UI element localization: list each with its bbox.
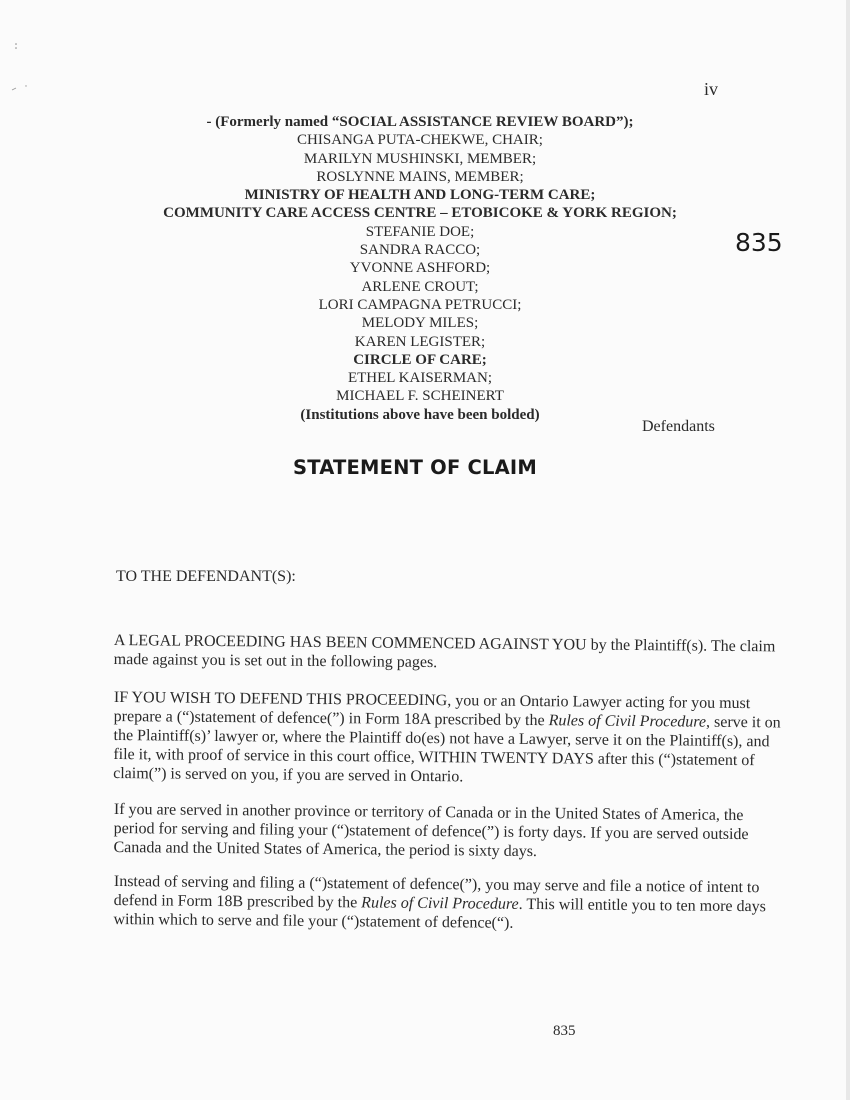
- document-title: STATEMENT OF CLAIM: [293, 456, 537, 479]
- party-line: STEFANIE DOE;: [365, 223, 475, 240]
- party-line: CIRCLE OF CARE;: [353, 351, 487, 368]
- party-line: MARILYN MUSHINSKI, MEMBER;: [303, 150, 537, 167]
- party-line: KAREN LEGISTER;: [354, 333, 486, 350]
- party-line: COMMUNITY CARE ACCESS CENTRE – ETOBICOKE & YORK REGION;: [163, 205, 677, 222]
- scan-specks: [8, 40, 38, 100]
- defendants-label: Defendants: [642, 418, 715, 435]
- roman-page-number: iv: [704, 79, 719, 99]
- paragraph-service-abroad: If you are served in another province or territory of Canada or in the United States of America, the period for serving and filing your (“)statement of defence(”) is forty days. If you are served outside Canada and the United States of America, the period is sixty days.: [113, 800, 749, 861]
- scan-edge: [846, 0, 850, 1100]
- addressee-line: TO THE DEFENDANT(S):: [116, 568, 296, 585]
- rules-reference: Rules of Civil Procedure: [361, 894, 519, 913]
- party-line: CHISANGA PUTA-CHEKWE, CHAIR;: [297, 132, 543, 149]
- footer-page-number: 835: [553, 1023, 576, 1039]
- paragraph-defend-instructions: [113, 688, 784, 789]
- paragraph-proceeding-commenced: A LEGAL PROCEEDING HAS BEEN COMMENCED AGAINST YOU by the Plaintiff(s). The claim made against you is set out in the following pages.: [113, 631, 776, 672]
- party-line: SANDRA RACCO;: [359, 242, 481, 259]
- rules-reference: Rules of Civil Procedure: [548, 712, 707, 731]
- paragraph-text: . This will entitle you to ten more days within which to serve and file your (“)statement of defence(“).: [113, 895, 766, 932]
- party-line: (Institutions above have been bolded): [300, 406, 540, 423]
- party-line: ROSLYNNE MAINS, MEMBER;: [316, 168, 524, 185]
- party-line: MELODY MILES;: [361, 315, 479, 332]
- paragraph-text: IF YOU WISH TO DEFEND THIS PROCEEDING, you or an Ontario Lawyer acting for you must prepare a (“)statement of defence(”) in Form 18A prescribed by the: [113, 688, 751, 730]
- party-line: YVONNE ASHFORD;: [349, 260, 491, 277]
- party-line: ETHEL KAISERMAN;: [347, 370, 493, 387]
- defendant-list: [130, 113, 710, 424]
- party-line: MICHAEL F. SCHEINERT: [336, 388, 504, 405]
- party-line: LORI CAMPAGNA PETRUCCI;: [318, 296, 522, 313]
- paragraph-text: Instead of serving and filing a (“)statement of defence(”), you may serve and file a notice of intent to defend in Form 18B prescribed by the: [113, 872, 760, 912]
- paragraph-text: , serve it on the Plaintiff(s)’ lawyer or, where the Plaintiff do(es) not have a Lawyer, serve it on the Plaintiff(s), and file it, with proof of service in this court office, WITHIN TWENTY DAYS after this (“)statement of claim(”) is served on you, if you are served in Ontario.: [113, 713, 781, 786]
- bates-stamp-number: 835: [735, 228, 783, 257]
- party-line: MINISTRY OF HEALTH AND LONG-TERM CARE;: [244, 187, 596, 204]
- party-line: ARLENE CROUT;: [361, 278, 479, 295]
- paragraph-notice-of-intent: [113, 872, 784, 935]
- party-line: - (Formerly named “SOCIAL ASSISTANCE REVIEW BOARD”);: [206, 114, 634, 130]
